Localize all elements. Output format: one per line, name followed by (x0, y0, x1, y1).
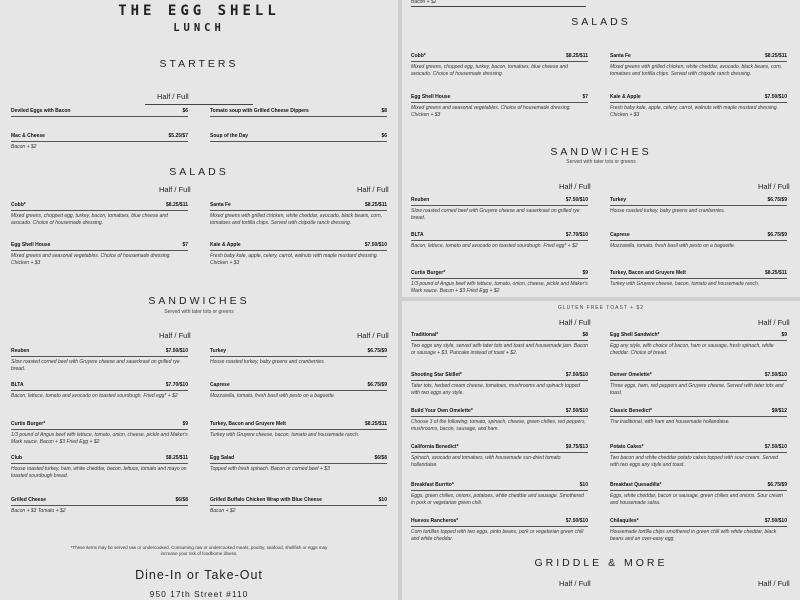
item-name: Tomato soup with Grilled Cheese Dippers (210, 108, 309, 114)
item-name: Shooting Star Skillet* (411, 372, 462, 378)
menu-item (411, 408, 588, 432)
menu-item (411, 518, 588, 542)
item-description: Egg any style, with choice of bacon, ham or sausage, fresh spinach, white cheddar. Choice of bread. (610, 343, 774, 356)
item-name: Turkey (210, 348, 227, 354)
item-price: $8.25/$11 (166, 202, 188, 208)
item-name: Club (11, 455, 23, 461)
gluten-free-note: GLUTEN FREE TOAST + $2 (557, 305, 645, 311)
half-full-label: Half / Full (357, 331, 389, 340)
item-description: Turkey with Gruyere cheese, bacon, tomato and housemade ranch. (210, 432, 360, 438)
item-description: Two bacon and white cheddar potato cakes topped with sour cream. Served with two eggs any style and toast. (610, 455, 779, 468)
menu-item (210, 348, 387, 366)
item-name: Santa Fe (210, 202, 231, 208)
brand-subtitle: LUNCH (173, 22, 225, 34)
item-name: Cobb* (411, 53, 426, 59)
dine-in-label: Dine-In or Take-Out (135, 568, 263, 582)
item-price: $6/$8 (175, 497, 188, 503)
menu-item (210, 133, 387, 142)
item-price: $8.25/$11 (566, 53, 588, 59)
item-name: Breakfast Quesadilla* (610, 482, 662, 488)
menu-page-right-top (402, 0, 800, 297)
item-price: $7.50/$10 (565, 408, 588, 414)
item-name: Traditional* (411, 332, 439, 338)
item-price: $7.50/$10 (565, 518, 588, 524)
item-name: Grilled Buffalo Chicken Wrap with Blue Cheese (210, 497, 322, 503)
menu-item (11, 497, 188, 515)
item-description: House roasted turkey, ham, white cheddar, bacon, lettuce, tomato and mayo on toasted sourdough bread. (11, 466, 187, 479)
half-full-label: Half / Full (559, 579, 591, 588)
menu-item (411, 94, 588, 118)
item-price: $10 (579, 482, 588, 488)
half-full-label: Half / Full (157, 92, 189, 101)
half-full-label: Half / Full (159, 185, 191, 194)
item-description: 1/3 pound of Angus beef with lettuce, tomato, onion, cheese, pickle and Maker's Mark sauce. Bacon + $3 Fried Egg + $2 (411, 281, 588, 294)
item-price: $7.70/$10 (165, 382, 188, 388)
item-name: Huevos Rancheros* (411, 518, 459, 524)
half-full-label: Half / Full (758, 182, 790, 191)
item-description: Bacon, lettuce, tomato and avocado on toasted sourdough. Fried egg* + $2 (411, 243, 578, 249)
item-price: $7.50/$10 (565, 197, 588, 203)
menu-item (411, 372, 588, 396)
half-full-label: Half / Full (758, 579, 790, 588)
item-description: Mixed greens with grilled chicken, white cheddar, avocado, black beans, corn, tomatoes and tortilla chips. Served with chipotle ranch dressing. (610, 64, 783, 77)
item-description: Mozzarella, tomato, fresh basil with pesto on a baguette. (610, 243, 736, 249)
menu-page-left (0, 0, 398, 600)
salads-title: SALADS (571, 16, 631, 28)
menu-item (610, 482, 787, 506)
item-description: Mixed greens, chopped egg, turkey, bacon, tomatoes, blue cheese and avocado. Choice of housemade dressing. (11, 213, 168, 226)
menu-item (11, 382, 188, 400)
item-price: $6.75/$9 (367, 382, 387, 388)
menu-item (210, 421, 387, 439)
menu-item (411, 332, 588, 356)
menu-item (411, 270, 588, 294)
item-description: Eggs, green chilies, onions, potatoes, white cheddar and sausage. Smothered in pork or vegetarian green chili. (411, 493, 584, 506)
item-description: Two eggs any style, served with tater tots and toast and housemade jam. Bacon or sausage + $3. Pancake instead of toast + $2. (411, 343, 588, 356)
menu-item (610, 444, 787, 468)
item-name: Santa Fe (610, 53, 631, 59)
half-full-label: Half / Full (559, 182, 591, 191)
item-name: Egg Shell House (411, 94, 451, 100)
item-description: Topped with fresh spinach. Bacon or corned beef + $3 (210, 466, 330, 472)
salads-title: SALADS (169, 166, 229, 178)
half-full-label: Half / Full (559, 318, 591, 327)
bacon-snippet: Bacon + $2 (411, 0, 437, 5)
item-name: Reuben (11, 348, 30, 354)
menu-item (411, 444, 588, 468)
item-price: $8.25/$11 (765, 270, 787, 276)
menu-item (610, 332, 787, 356)
menu-item (210, 382, 387, 400)
item-description: House roasted turkey, baby greens and cranberries. (610, 208, 725, 214)
item-price: $7.50/$10 (764, 372, 787, 378)
item-name: Kale & Apple (210, 242, 241, 248)
item-description: Eggs, white cheddar, bacon or sausage, green chilies and onions. Sour cream and housemade salsa. (610, 493, 783, 506)
item-name: Cobb* (11, 202, 26, 208)
menu-item (411, 53, 588, 77)
item-price: $5.25/$7 (168, 133, 188, 139)
item-description: Slow roasted corned beef with Gruyere cheese and sauerkraut on grilled rye bread. (11, 359, 180, 372)
item-description: Spinach, avocado and tomatoes, with housemade sun-dried tomato hollandaise. (411, 455, 561, 468)
item-name: Egg Shell Sandwich* (610, 332, 660, 338)
item-price: $8.25/$11 (365, 421, 387, 427)
item-price: $8.25/$11 (765, 53, 787, 59)
item-name: Reuben (411, 197, 430, 203)
menu-item (411, 197, 588, 221)
item-price: $7 (182, 242, 188, 248)
menu-item (610, 372, 787, 396)
menu-item (210, 497, 387, 515)
item-price: $7.50/$10 (165, 348, 188, 354)
divider (145, 104, 253, 105)
item-name: Turkey, Bacon and Gruyere Melt (610, 270, 686, 276)
item-price: $7.70/$10 (565, 232, 588, 238)
item-price: $7.50/$10 (764, 518, 787, 524)
menu-item (210, 242, 387, 266)
starters-title: STARTERS (159, 58, 239, 70)
item-name: Egg Shell House (11, 242, 51, 248)
item-price: $6.75/$9 (767, 197, 787, 203)
item-description: The traditional, with ham and housemade hollandaise. (610, 419, 730, 425)
menu-item (610, 518, 787, 542)
item-name: Denver Omelette* (610, 372, 652, 378)
item-name: Breakfast Burrito* (411, 482, 454, 488)
item-name: Chilaquiles* (610, 518, 639, 524)
menu-item (411, 482, 588, 506)
menu-item (610, 94, 787, 118)
item-price: $9 (582, 270, 588, 276)
sandwiches-title: SANDWICHES (148, 295, 250, 307)
item-description: Mixed greens, chopped egg, turkey, bacon, tomatoes, blue cheese and avocado. Choice of housemade dressing. (411, 64, 568, 77)
item-description: Choose 3 of the following: tomato, spinach, cheese, green chilies, red peppers, mushrooms, bacon, sausage, and ham. (411, 419, 586, 432)
item-name: Deviled Eggs with Bacon (11, 108, 71, 114)
address: 950 17th Street #110 (149, 589, 249, 599)
item-name: California Benedict* (411, 444, 459, 450)
sandwiches-title: SANDWICHES (550, 146, 652, 158)
menu-item (610, 232, 787, 250)
divider (411, 6, 586, 7)
item-price: $9.75/$13 (565, 444, 588, 450)
item-description: Bacon + $3 Tomato + $2 (11, 508, 66, 514)
item-name: Egg Salad (210, 455, 235, 461)
item-price: $7.50/$10 (565, 372, 588, 378)
menu-item (610, 53, 787, 77)
item-description: Turkey with Gruyere cheese, bacon, tomato and housemade ranch. (610, 281, 760, 287)
item-price: $7.50/$10 (364, 242, 387, 248)
item-name: Grilled Cheese (11, 497, 47, 503)
item-description: Tater tots, herbed cream cheese, tomatoes, mushrooms and spinach topped with two eggs any style. (411, 383, 581, 396)
item-description: Housemade tortilla chips smothered in green chili with white cheddar, black beans and an over-easy egg. (610, 529, 777, 542)
menu-item (11, 202, 188, 226)
item-price: $7 (582, 94, 588, 100)
item-price: $6.75/$9 (767, 482, 787, 488)
sandwiches-subtitle: Served with tater tots or greens (164, 309, 234, 315)
item-description: Three eggs, ham, red peppers and Gruyere cheese. Served with tater tots and toast. (610, 383, 784, 396)
item-description: 1/3 pound of Angus beef with lettuce, tomato, onion, cheese, pickle and Maker's Mark sauce. Bacon + $3 Fried Egg + $2 (11, 432, 188, 445)
item-description: Mixed greens with grilled chicken, white cheddar, avocado, black beans, corn, tomatoes and tortilla chips. Served with chipotle ranch dressing. (210, 213, 383, 226)
item-name: Curtis Burger* (411, 270, 446, 276)
item-price: $8 (381, 108, 387, 114)
menu-page-right-bottom (402, 301, 800, 600)
half-full-label: Half / Full (159, 331, 191, 340)
item-price: $8 (582, 332, 588, 338)
menu-item (11, 348, 188, 372)
item-price: $7.50/$10 (764, 444, 787, 450)
item-description: Mozzarella, tomato, fresh basil with pesto on a baguette. (210, 393, 336, 399)
item-price: $9/$12 (771, 408, 787, 414)
item-name: Kale & Apple (610, 94, 641, 100)
item-description: Bacon + $2 (11, 144, 37, 150)
item-price: $10 (378, 497, 387, 503)
item-name: Turkey (610, 197, 627, 203)
item-name: BLTA (11, 382, 24, 388)
item-description: Slow roasted corned beef with Gruyere cheese and sauerkraut on grilled rye bread. (411, 208, 580, 221)
item-price: $6 (381, 133, 387, 139)
brand-name: THE EGG SHELL (118, 3, 280, 19)
menu-item (210, 202, 387, 226)
griddle-title: GRIDDLE & MORE (534, 557, 668, 569)
item-description: Bacon, lettuce, tomato and avocado on toasted sourdough. Fried egg* + $2 (11, 393, 178, 399)
item-description: Mixed greens and seasonal vegetables. Choice of housemade dressing. Chicken + $3 (411, 105, 571, 118)
menu-item (210, 455, 387, 473)
item-name: Turkey, Bacon and Gruyere Melt (210, 421, 286, 427)
menu-item (610, 197, 787, 215)
item-name: Soup of the Day (210, 133, 249, 139)
item-price: $7.50/$10 (764, 94, 787, 100)
raw-food-footnote: *These items may be served raw or undercooked. Consuming raw or undercooked meats, poultry, seafood, shellfish or eggs may increase your risk of foodborne illness. (70, 545, 328, 556)
item-description: Corn tortillas topped with two eggs, pinto beans, pork or vegetarian green chili and white cheddar. (411, 529, 584, 542)
item-price: $8.25/$11 (166, 455, 188, 461)
menu-item (11, 421, 188, 445)
item-name: Caprese (610, 232, 630, 238)
menu-item (11, 455, 188, 479)
item-price: $9 (781, 332, 787, 338)
menu-item (610, 270, 787, 288)
item-name: Mac & Cheese (11, 133, 45, 139)
menu-item (610, 408, 787, 426)
menu-item (11, 242, 188, 266)
item-name: Caprese (210, 382, 230, 388)
item-name: BLTA (411, 232, 424, 238)
item-description: Fresh baby kale, apple, celery, carrot, walnuts with maple mustard dressing. Chicken + $3 (210, 253, 379, 266)
item-price: $6.75/$9 (367, 348, 387, 354)
item-description: House roasted turkey, baby greens and cranberries. (210, 359, 325, 365)
item-description: Bacon + $2 (210, 508, 236, 514)
half-full-label: Half / Full (758, 318, 790, 327)
item-price: $9 (182, 421, 188, 427)
item-price: $6 (182, 108, 188, 114)
item-name: Build Your Own Omelette* (411, 408, 473, 414)
item-name: Potato Cakes* (610, 444, 644, 450)
half-full-label: Half / Full (357, 185, 389, 194)
item-price: $8.25/$11 (365, 202, 387, 208)
sandwiches-subtitle: Served with tater tots or greens (566, 159, 636, 165)
item-price: $6.75/$9 (767, 232, 787, 238)
item-description: Fresh baby kale, apple, celery, carrot, walnuts with maple mustard dressing. Chicken + $3 (610, 105, 779, 118)
menu-item (11, 133, 188, 151)
item-description: Mixed greens and seasonal vegetables. Choice of housemade dressing. Chicken + $3 (11, 253, 171, 266)
menu-item (11, 108, 188, 117)
menu-item (411, 232, 588, 250)
item-name: Curtis Burger* (11, 421, 46, 427)
menu-item (210, 108, 387, 117)
item-name: Classic Benedict* (610, 408, 652, 414)
item-price: $6/$8 (374, 455, 387, 461)
